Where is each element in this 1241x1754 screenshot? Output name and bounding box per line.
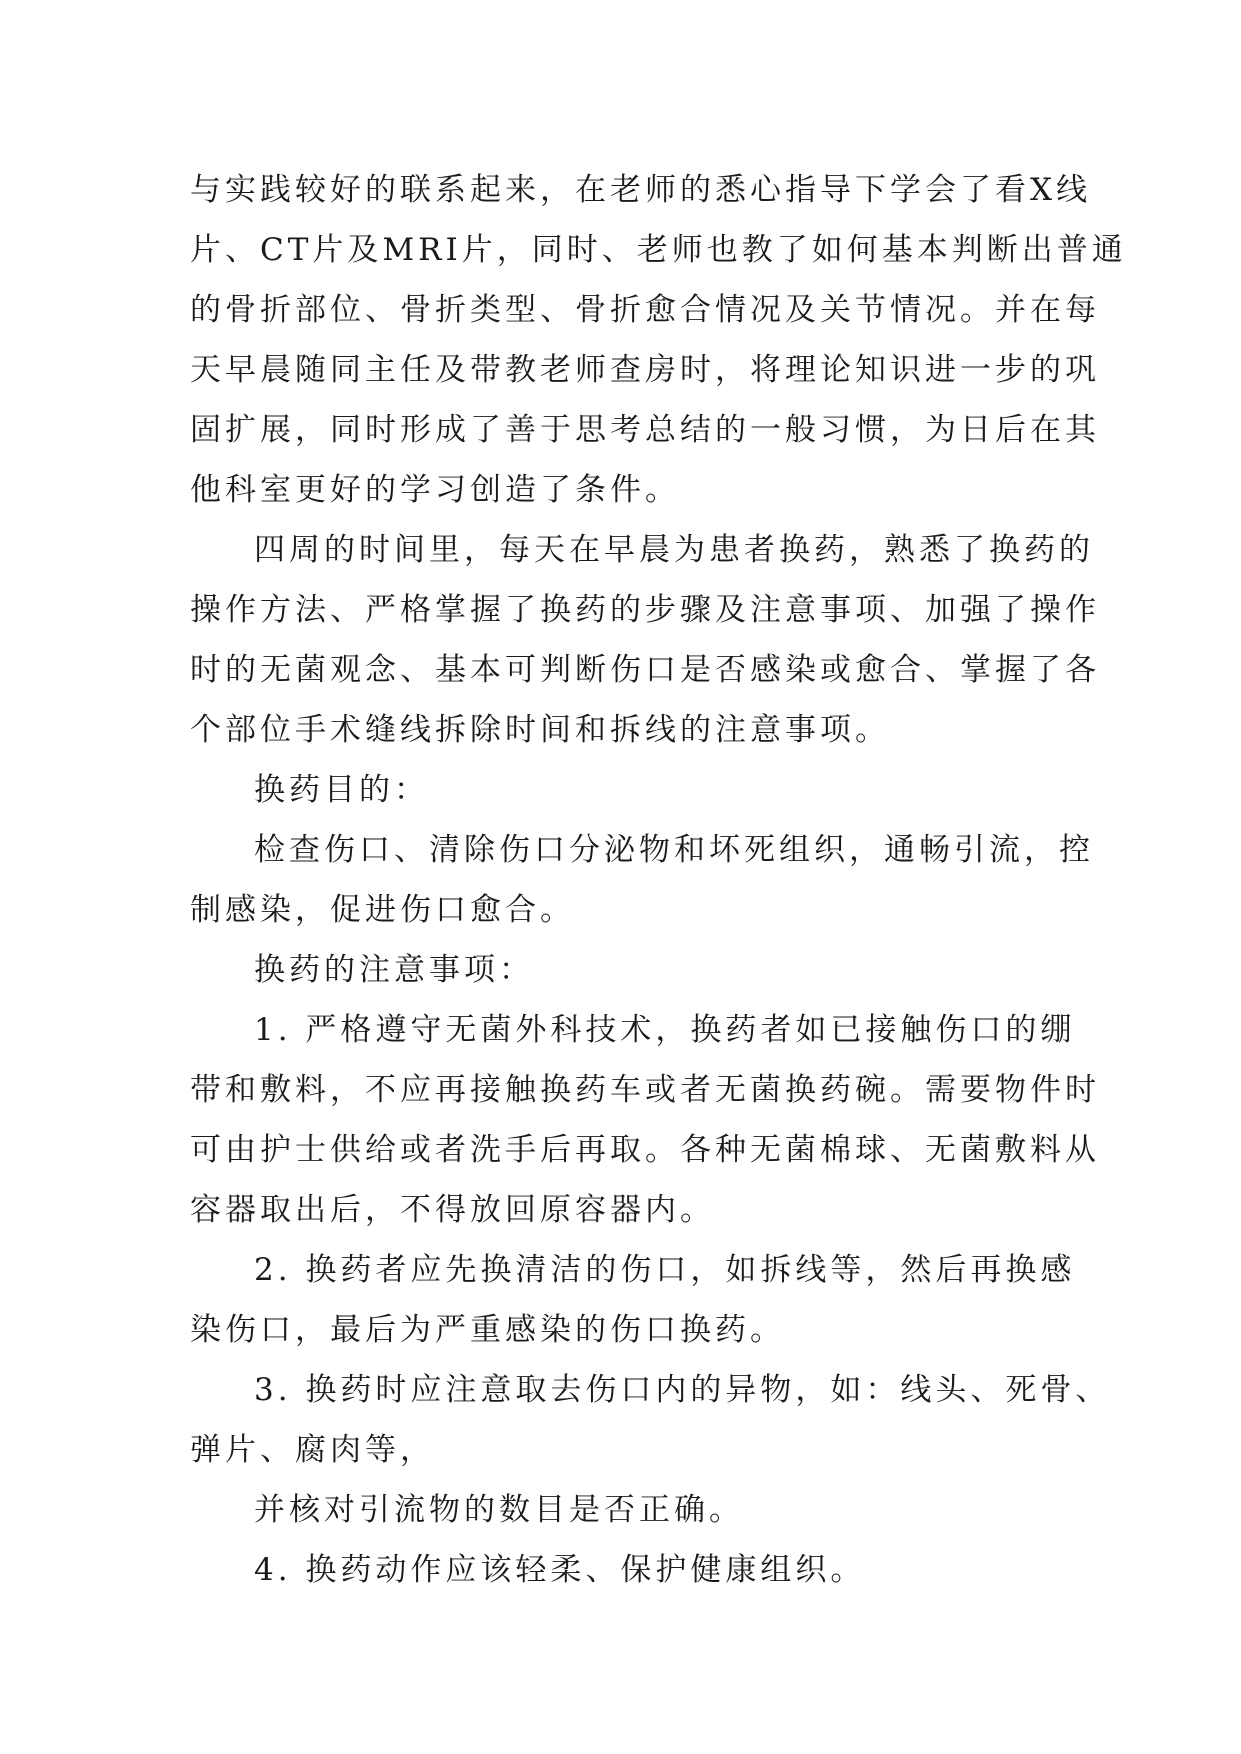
document-body (190, 160, 1127, 1600)
text-line: 固扩展，同时形成了善于思考总结的一般习惯，为日后在其 (190, 412, 1100, 448)
text-line: 制感染，促进伤口愈合。 (190, 892, 575, 928)
text-line: 时的无菌观念、基本可判断伤口是否感染或愈合、掌握了各 (190, 652, 1100, 688)
text-line: 操作方法、严格掌握了换药的步骤及注意事项、加强了操作 (190, 592, 1100, 628)
text-line: 四周的时间里，每天在早晨为患者换药，熟悉了换药的 (254, 532, 1094, 568)
text-line: 个部位手术缝线拆除时间和拆线的注意事项。 (190, 712, 890, 748)
text-line: 他科室更好的学习创造了条件。 (190, 472, 680, 508)
text-line: 可由护士供给或者洗手后再取。各种无菌棉球、无菌敷料从 (190, 1132, 1100, 1168)
text-line: 片、CT片及MRI片，同时、老师也教了如何基本判断出普通 (190, 232, 1127, 268)
section-heading: 换药目的： (254, 772, 429, 808)
text-line: 弹片、腐肉等， (190, 1432, 435, 1468)
section-heading: 换药的注意事项： (254, 952, 534, 988)
text-line: 与实践较好的联系起来，在老师的悉心指导下学会了看X线 (190, 172, 1092, 208)
text-line: 并核对引流物的数目是否正确。 (254, 1492, 744, 1528)
text-line: 检查伤口、清除伤口分泌物和坏死组织，通畅引流，控 (254, 832, 1094, 868)
list-item-2: 2. 换药者应先换清洁的伤口，如拆线等，然后再换感 (254, 1252, 1076, 1288)
text-line: 天早晨随同主任及带教老师查房时，将理论知识进一步的巩 (190, 352, 1100, 388)
text-line: 染伤口，最后为严重感染的伤口换药。 (190, 1312, 785, 1348)
text-line: 容器取出后，不得放回原容器内。 (190, 1192, 715, 1228)
list-item-4: 4. 换药动作应该轻柔、保护健康组织。 (254, 1552, 866, 1588)
text-line: 的骨折部位、骨折类型、骨折愈合情况及关节情况。并在每 (190, 292, 1100, 328)
list-item-1: 1. 严格遵守无菌外科技术，换药者如已接触伤口的绷 (254, 1012, 1076, 1048)
text-line: 带和敷料，不应再接触换药车或者无菌换药碗。需要物件时 (190, 1072, 1100, 1108)
list-item-3: 3. 换药时应注意取去伤口内的异物，如：线头、死骨、 (254, 1372, 1111, 1408)
